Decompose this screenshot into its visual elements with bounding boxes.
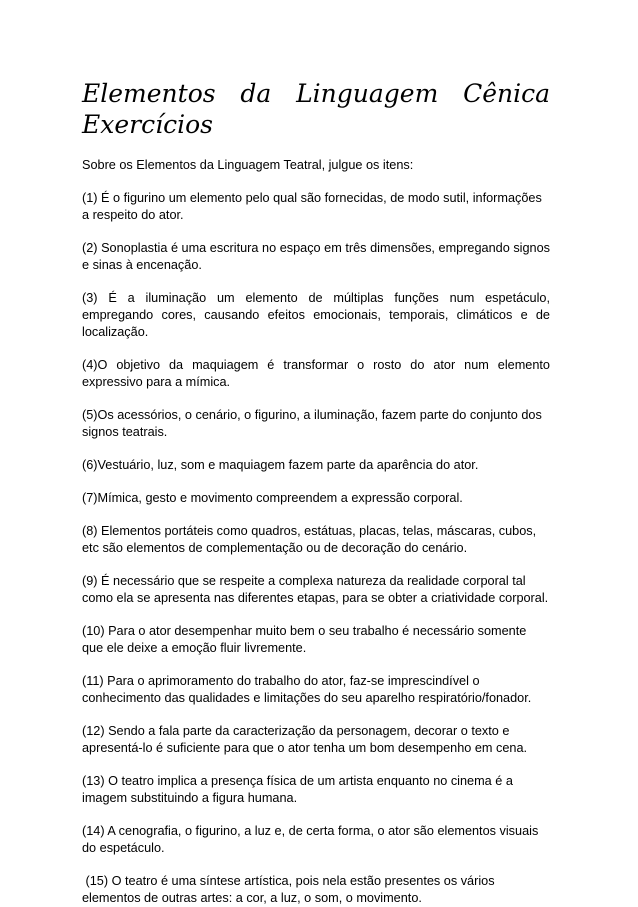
exercise-item-7: (7)Mímica, gesto e movimento compreendem a expressão corporal. (82, 491, 463, 505)
exercise-item-3: (3) É a iluminação um elemento de múltiplas funções num espetáculo, empregando cores, causando efeitos emocionais, temporais, climáticos e de localização. (82, 291, 550, 339)
intro-text: Sobre os Elementos da Linguagem Teatral, julgue os itens: (82, 158, 414, 172)
exercise-item-12: (12) Sendo a fala parte da caracterização da personagem, decorar o texto e apresentá-lo é suficiente para que o ator tenha um bom desempenho em cena. (82, 724, 528, 755)
exercise-item-1: (1) É o figurino um elemento pelo qual são fornecidas, de modo sutil, informações a respeito do ator. (82, 191, 542, 222)
title-word-linguagem: Linguagem (296, 79, 439, 108)
exercise-item-2: (2) Sonoplastia é uma escritura no espaço em três dimensões, empregando signos e sinas à encenação. (82, 241, 550, 272)
title-word-da: da (240, 79, 272, 108)
exercise-item-14: (14) A cenografia, o figurino, a luz e, de certa forma, o ator são elementos visuais do espetáculo. (82, 824, 539, 855)
title-word-cenica: Cênica (463, 79, 550, 108)
exercise-item-5: (5)Os acessórios, o cenário, o figurino, a iluminação, fazem parte do conjunto dos signos teatrais. (82, 408, 542, 439)
exercise-item-15: (15) O teatro é uma síntese artística, pois nela estão presentes os vários elementos de outras artes: a cor, a luz, o som, o movimento. (82, 874, 499, 905)
title-word-elementos: Elementos (82, 79, 216, 108)
exercise-item-13: (13) O teatro implica a presença física de um artista enquanto no cinema é a imagem substituindo a figura humana. (82, 774, 513, 805)
exercise-item-8: (8) Elementos portáteis como quadros, estátuas, placas, telas, máscaras, cubos, etc são elementos de complementação ou de decoração do cenário. (82, 524, 537, 555)
exercise-item-10: (10) Para o ator desempenhar muito bem o seu trabalho é necessário somente que ele deixe a emoção fluir livremente. (82, 624, 527, 655)
exercise-item-4: (4)O objetivo da maquiagem é transformar o rosto do ator num elemento expressivo para a mímica. (82, 358, 550, 389)
title-line-1 (82, 78, 550, 109)
title-line-2: Exercícios (82, 110, 213, 139)
document-title (82, 78, 550, 140)
exercise-item-6: (6)Vestuário, luz, som e maquiagem fazem parte da aparência do ator. (82, 458, 479, 472)
exercise-item-9: (9) É necessário que se respeite a complexa natureza da realidade corporal tal como ela se apresenta nas diferentes etapas, para se obter a criatividade corporal. (82, 574, 549, 605)
exercise-item-11: (11) Para o aprimoramento do trabalho do ator, faz-se imprescindível o conhecimento das qualidades e limitações do seu aparelho respiratório/fonador. (82, 674, 532, 705)
